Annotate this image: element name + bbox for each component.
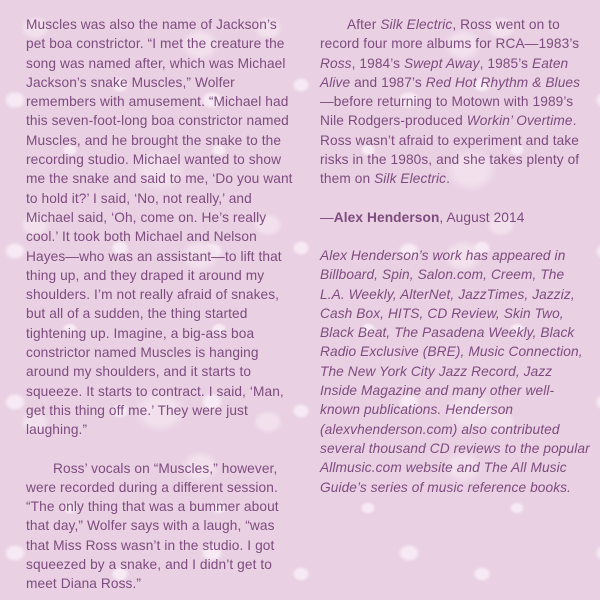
paragraph-muscles-boa-constrictor: Muscles was also the name of Jackson’s pet boa constrictor. “I met the creature the song was named after, which was Michael Jackson’s snake Muscles,” Wolfer remembers with amusement. “Michael had this seven-foot-long boa constrictor named Muscles, and he brought the snake to the recording studio. Michael wanted to show me the snake and said to me, ‘Do you want to hold it?’ I said, ‘No, not really,’ and Michael said, ‘Oh, come on. He’s really cool.’ It took both Michael and Nelson Hayes—who was an assistant—to lift that thing up, and they draped it around my shoulders. I’m not really afraid of snakes, but all of a sudden, the thing started tightening up. Imagine, a big-ass boa constrictor named Muscles is hanging around my shoulders, and it starts to squeeze. It starts to contract. I said, ‘Man, get this thing off me.’ They were just laughing.” [26, 17, 293, 438]
author-bio: Alex Henderson’s work has appeared in Billboard, Spin, Salon.com, Creem, The L.A. Weekly, AlterNet, JazzTimes, Jazziz, Cash Box, HITS, CD Review, Skin Two, Black Beat, The Pasadena Weekly, Black Radio Exclusive (BRE), Music Connection, The New York City Jazz Record, Jazz Inside Magazine and many other well-known publications. Henderson (alexvhenderson.com) also contributed several thousand CD reviews to the popular Allmusic.com website and The All Music Guide’s series of music reference books. [320, 247, 590, 495]
byline: —Alex Henderson, August 2014 [320, 209, 525, 225]
paragraph-after-silk-electric: After Silk Electric, Ross went on to record four more albums for RCA—1983’s Ross, 1984’s Swept Away, 1985’s Eaten Alive and 1987’s Red Hot Rhythm & Blues—before returning to Motown with 1989’s Nile Rodgers-produced Workin’ Overtime. Ross wasn’t afraid to experiment and take risks in the 1980s, and she takes plenty of them on Silk Electric. [320, 17, 581, 187]
paragraph-ross-vocals: Ross’ vocals on “Muscles,” however, were recorded during a different session. “The only thing that was a bummer about that day,” Wolfer says with a laugh, “was that Miss Ross wasn’t in the studio. I got squeezed by a snake, and I didn’t get to meet Diana Ross.” [26, 460, 279, 592]
right-column [320, 15, 592, 600]
left-column [26, 15, 298, 600]
